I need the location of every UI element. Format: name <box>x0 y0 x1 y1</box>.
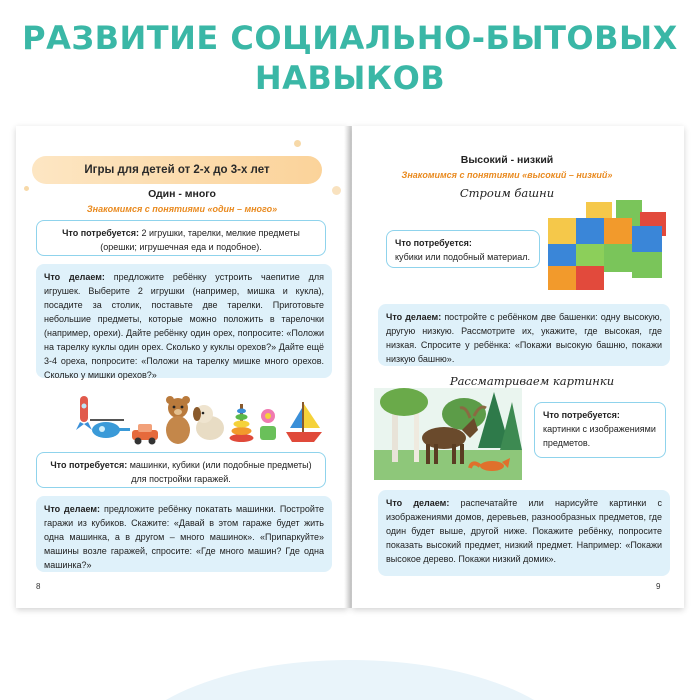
age-pill: Игры для детей от 2-х до 3-х лет <box>32 156 322 184</box>
open-book <box>16 126 684 608</box>
section-subtitle: Знакомимся с понятиями «один – много» <box>86 204 278 214</box>
rocket-icon <box>76 396 92 430</box>
cube-towers-illustration <box>544 196 668 292</box>
need-label: Что потребуется: <box>50 460 128 470</box>
need-box-2 <box>36 452 326 488</box>
do-box-1 <box>36 264 332 378</box>
decorative-arc <box>120 660 580 700</box>
flower-toy-icon <box>260 409 276 440</box>
section-title: Один - много <box>148 188 216 200</box>
do-label: Что делаем: <box>44 272 105 282</box>
toy-dog-icon <box>193 405 224 440</box>
need-text: картинки с изображениями предметов. <box>543 424 656 448</box>
cube-green-icon <box>604 244 632 272</box>
need-text: 2 игрушки, тарелки, мелкие предметы (орешки; игрушечная еда и подобное). <box>100 228 300 252</box>
do-text: постройте с ребёнком две башенки: одну высокую, другую низкую. Рассмотрите их, укажите, где высокая, где низкая. Спросите у ребёнка: «Покажи высокую башню, покажи низкую башню». <box>386 312 662 364</box>
do-text: предложите ребёнку устроить чаепитие для игрушек. Выберите 2 игрушки (например, мишка и кукла), посадите за столик, поставьте две тарелки. Приготовьте небольшие предметы, которые можно положить в тарелочки (например, орехи). Дайте ребёнку один орех, попросите: «Положи на тарелку куклы один орех. Сколько у куклы орехов?» Дайте ещё 3-4 ореха, попросите: «Положи на тарелку мишке много орехов. Сколько у мишки орехов?» <box>44 272 324 380</box>
cube-green-icon <box>632 252 662 278</box>
do-label: Что делаем: <box>386 498 450 508</box>
need-label: Что потребуется: <box>543 410 620 420</box>
cube-orange-icon <box>604 218 632 244</box>
page-number: 9 <box>656 582 661 591</box>
cube-red-icon <box>576 266 604 290</box>
forest-moose-illustration <box>374 388 522 480</box>
need-text: кубики или подобный материал. <box>395 252 530 262</box>
need-box-4 <box>534 402 666 458</box>
need-text: машинки, кубики (или подобные предметы) для постройки гаражей. <box>129 460 312 484</box>
right-page <box>352 126 684 608</box>
section-title: Высокий - низкий <box>460 154 554 166</box>
subsection-title: Строим башни <box>459 186 555 200</box>
toys-illustration <box>76 388 326 448</box>
do-text: распечатайте или нарисуйте картинки с изображениями домов, деревьев, разнообразных предметов, где один будет выше, другой ниже. Покажите ребёнку, попросите показать высокий предмет, низкий предмет. Например: «Покажи высокое дерево. Покажи низкий домик». <box>386 498 662 564</box>
need-box-1 <box>36 220 326 256</box>
subsection-title: Рассматриваем картинки <box>449 374 615 388</box>
header-line-1: РАЗВИТИЕ СОЦИАЛЬНО-БЫТОВЫХ <box>22 19 678 57</box>
do-label: Что делаем: <box>44 504 101 514</box>
helicopter-icon <box>90 419 130 438</box>
need-label: Что потребуется: <box>62 228 139 238</box>
page-header <box>0 18 700 98</box>
do-box-4 <box>378 490 670 576</box>
ring-pyramid-icon <box>230 404 254 442</box>
teddy-bear-icon <box>166 396 190 444</box>
need-label: Что потребуется: <box>395 238 472 248</box>
do-box-3 <box>378 304 670 366</box>
toy-boat-icon <box>286 402 322 442</box>
section-subtitle: Знакомимся с понятиями «высокий – низкий» <box>401 170 613 180</box>
car-icon <box>132 424 158 445</box>
cube-blue-icon <box>632 226 662 252</box>
cube-yellow-icon <box>548 218 576 244</box>
header-line-2: НАВЫКОВ <box>254 59 446 97</box>
do-label: Что делаем: <box>386 312 442 322</box>
do-box-2 <box>36 496 332 572</box>
need-box-3 <box>386 230 540 268</box>
page-number: 8 <box>36 582 41 591</box>
left-page <box>16 126 348 608</box>
decor-dot <box>294 140 301 147</box>
cube-orange-icon <box>548 266 576 290</box>
do-text: предложите ребёнку покатать машинки. Постройте гаражи из кубиков. Скажите: «Давай в этом гараже будет жить одна машинка, а в другом – много машинок». «Припаркуйте» машины возле гаражей, спросите: «Где много машин? Где одна машинка?» <box>44 504 324 570</box>
cube-blue-icon <box>576 218 604 244</box>
